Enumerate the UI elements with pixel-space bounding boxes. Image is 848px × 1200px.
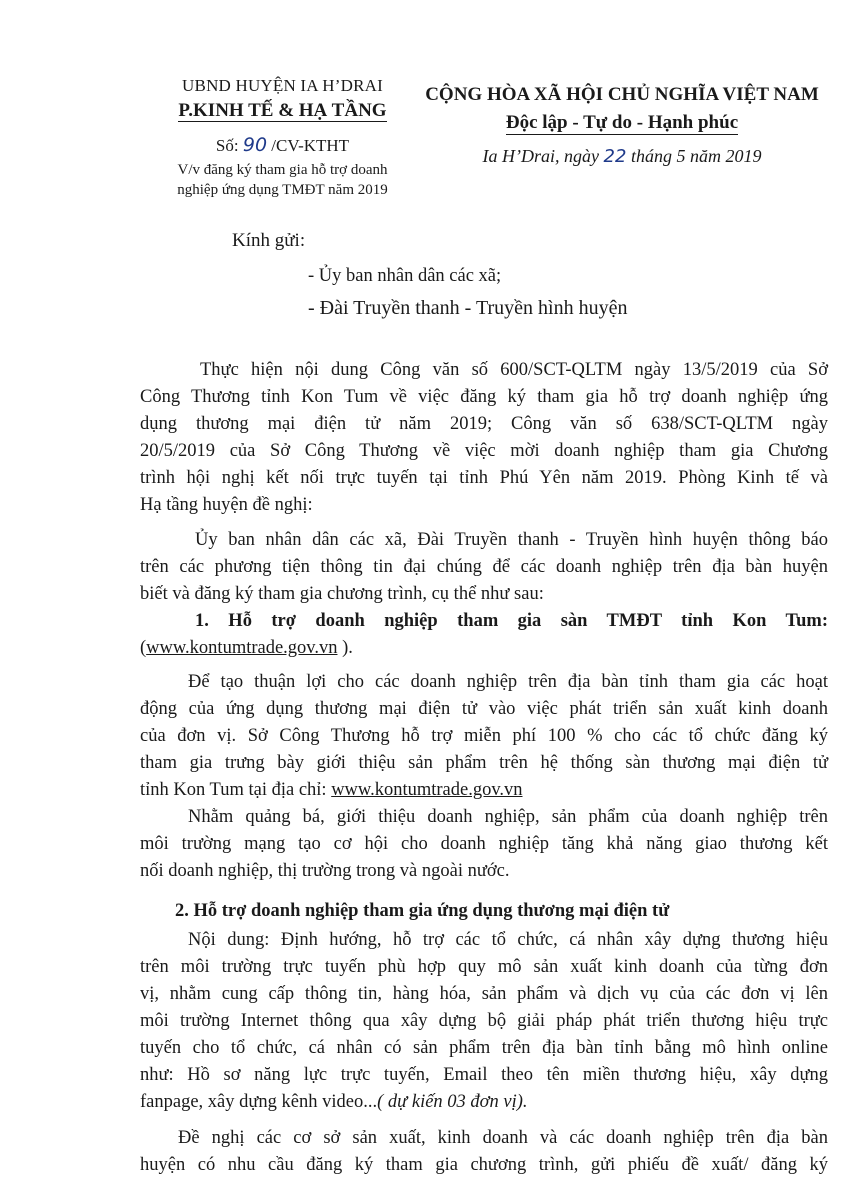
greeting: Kính gửi:: [232, 230, 306, 251]
paragraph-line: [140, 1092, 528, 1113]
section-1-heading: 1. Hỗ trợ doanh nghiệp tham gia sàn TMĐT tỉnh Kon Tum:: [195, 611, 828, 631]
section-1-link-line: [140, 638, 353, 659]
issuing-authority: UBND HUYỆN IA H’DRAI: [182, 76, 383, 95]
paragraph-line: Nội dung: Định hướng, hỗ trợ các tổ chức, cá nhân xây dựng thương hiệu: [188, 930, 828, 950]
date-prefix: Ia H’Drai, ngày: [482, 146, 600, 166]
paragraph-line: [140, 780, 523, 801]
paragraph-line: Công Thương tỉnh Kon Tum về việc đăng ký tham gia hỗ trợ doanh nghiệp ứng: [140, 387, 828, 407]
doc-no-prefix: Số:: [215, 136, 239, 155]
national-motto-text: Độc lập - Tự do - Hạnh phúc: [505, 112, 739, 133]
content-last-prefix: fanpage, xây dựng kênh video...: [140, 1092, 378, 1112]
paragraph-line: trình hội nghị kết nối trực tuyến tại tỉnh Phú Yên năm 2019. Phòng Kinh tế và: [140, 468, 828, 488]
national-title: CỘNG HÒA XÃ HỘI CHỦ NGHĨA VIỆT NAM: [425, 84, 819, 105]
paragraph-line: động của ứng dụng thương mại điện tử vào việc phát triển sản xuất kinh doanh: [140, 699, 828, 719]
issuing-department: [150, 100, 415, 122]
paragraph-line: Nhằm quảng bá, giới thiệu doanh nghiệp, sản phẩm của doanh nghiệp trên: [188, 807, 828, 827]
issuing-department-text: P.KINH TẾ & HẠ TẦNG: [178, 100, 387, 121]
paragraph-line: tuyến cho tổ chức, cá nhân có sản phẩm trên địa bàn tỉnh bằng mô hình online: [140, 1038, 828, 1058]
paragraph-line: của đơn vị. Sở Công Thương hỗ trợ miễn phí 100 % cho các tổ chức đăng ký: [140, 726, 828, 746]
paragraph-line: 20/5/2019 của Sở Công Thương về việc mời doanh nghiệp tham gia Chương: [140, 441, 828, 461]
date-day-handwritten: 22: [603, 146, 627, 167]
kontumtrade-address-link[interactable]: www.kontumtrade.gov.vn: [331, 780, 523, 800]
document-number: [150, 134, 415, 156]
paragraph-line: Đề nghị các cơ sở sản xuất, kinh doanh và các doanh nghiệp trên địa bàn: [178, 1128, 828, 1148]
paragraph-line: huyện có nhu cầu đăng ký tham gia chương trình, gửi phiếu đề xuất/ đăng ký: [140, 1155, 828, 1175]
date-line: [412, 146, 832, 167]
paragraph-line: như: Hồ sơ năng lực trực tuyến, Email theo tên miền thương hiệu, xây dựng: [140, 1065, 828, 1085]
estimate-note: ( dự kiến 03 đơn vị).: [377, 1092, 528, 1112]
kontumtrade-link[interactable]: www.kontumtrade.gov.vn: [146, 638, 338, 658]
recipient-item: - Đài Truyền thanh - Truyền hình huyện: [308, 297, 628, 319]
section-2-heading: 2. Hỗ trợ doanh nghiệp tham gia ứng dụng thương mại điện tử: [175, 901, 670, 921]
paragraph-line: Hạ tầng huyện đề nghị:: [140, 495, 313, 515]
doc-no-handwritten: 90: [242, 134, 268, 156]
doc-no-suffix: /CV-KTHT: [271, 136, 350, 155]
paragraph-line: Ủy ban nhân dân các xã, Đài Truyền thanh - Truyền hình huyện thông báo: [195, 530, 828, 550]
paragraph-line: trên môi trường trực tuyến phù hợp quy mô sản xuất kinh doanh của từng đơn: [140, 957, 828, 977]
link-close-paren: ).: [337, 638, 353, 658]
subject-line-2: nghiệp ứng dụng TMĐT năm 2019: [177, 182, 388, 198]
recipient-item: - Ủy ban nhân dân các xã;: [308, 266, 502, 286]
date-suffix: tháng 5 năm 2019: [630, 146, 762, 166]
subject-line-1: V/v đăng ký tham gia hỗ trợ doanh: [177, 162, 388, 178]
paragraph-line: môi trường Internet thông qua xây dựng bộ giải pháp phát triển thương hiệu trực: [140, 1011, 828, 1031]
link-open-paren: (: [140, 638, 147, 658]
paragraph-line: biết và đăng ký tham gia chương trình, cụ thể như sau:: [140, 584, 544, 604]
paragraph-line: Để tạo thuận lợi cho các doanh nghiệp trên địa bàn tỉnh tham gia các hoạt: [188, 672, 828, 692]
national-motto: [412, 112, 832, 134]
paragraph-line: môi trường mạng tạo cơ hội cho doanh nghiệp tăng khả năng giao thương kết: [140, 834, 828, 854]
paragraph-line: tham gia trưng bày giới thiệu sản phẩm trên hệ thống sàn thương mại điện tử: [140, 753, 828, 773]
paragraph-line: vị, nhằm cung cấp thông tin, hàng hóa, sản phẩm và dịch vụ của các đơn vị lên: [140, 984, 828, 1004]
address-prefix: tỉnh Kon Tum tại địa chỉ:: [140, 780, 332, 800]
paragraph-line: dụng thương mại điện tử năm 2019; Công văn số 638/SCT-QLTM ngày: [140, 414, 828, 434]
paragraph-line: Thực hiện nội dung Công văn số 600/SCT-QLTM ngày 13/5/2019 của Sở: [200, 360, 828, 380]
paragraph-line: trên các phương tiện thông tin đại chúng để các doanh nghiệp trên địa bàn huyện: [140, 557, 828, 577]
paragraph-line: nối doanh nghiệp, thị trường trong và ngoài nước.: [140, 861, 510, 881]
